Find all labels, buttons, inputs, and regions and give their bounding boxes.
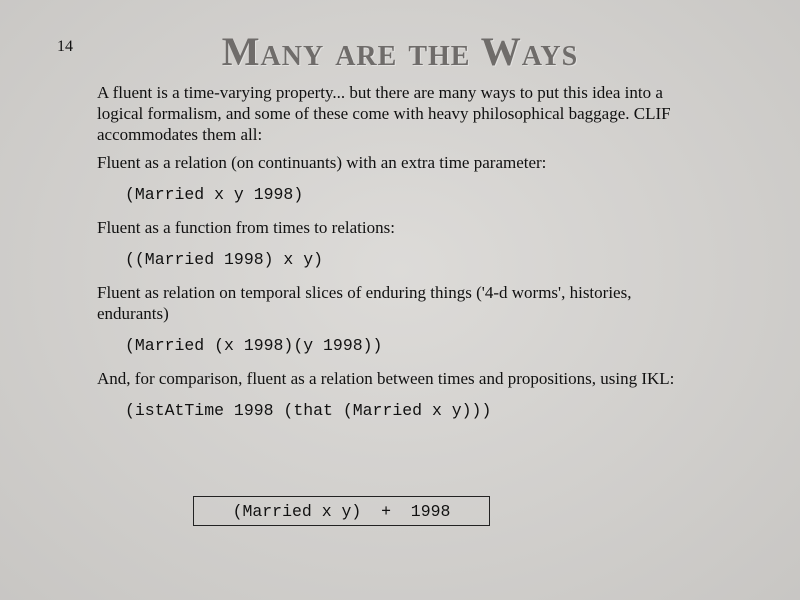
fluent-function-paragraph: Fluent as a function from times to relations: — [97, 218, 395, 237]
comparison-paragraph: And, for comparison, fluent as a relation between times and propositions, using IKL: — [97, 369, 675, 388]
code-example-ikl: (istAtTime 1998 (that (Married x y))) — [125, 401, 492, 420]
formula-box: (Married x y) + 1998 — [193, 496, 490, 526]
code-example-relation: (Married x y 1998) — [125, 185, 304, 204]
fluent-slices-paragraph: Fluent as relation on temporal slices of enduring things ('4-d worms', histories, endurants) — [97, 283, 632, 323]
slide-title: Many are the Ways — [221, 29, 579, 74]
slide-number: 14 — [57, 38, 73, 55]
code-example-function: ((Married 1998) x y) — [125, 250, 324, 269]
fluent-relation-paragraph: Fluent as a relation (on continuants) with an extra time parameter: — [97, 153, 547, 172]
intro-paragraph: A fluent is a time-varying property... but there are many ways to put this idea into a logical formalism, and some of these come with heavy philosophical baggage. CLIF accommodates them all: — [97, 83, 671, 144]
code-example-slices: (Married (x 1998)(y 1998)) — [125, 336, 383, 355]
slide-body — [97, 82, 707, 433]
